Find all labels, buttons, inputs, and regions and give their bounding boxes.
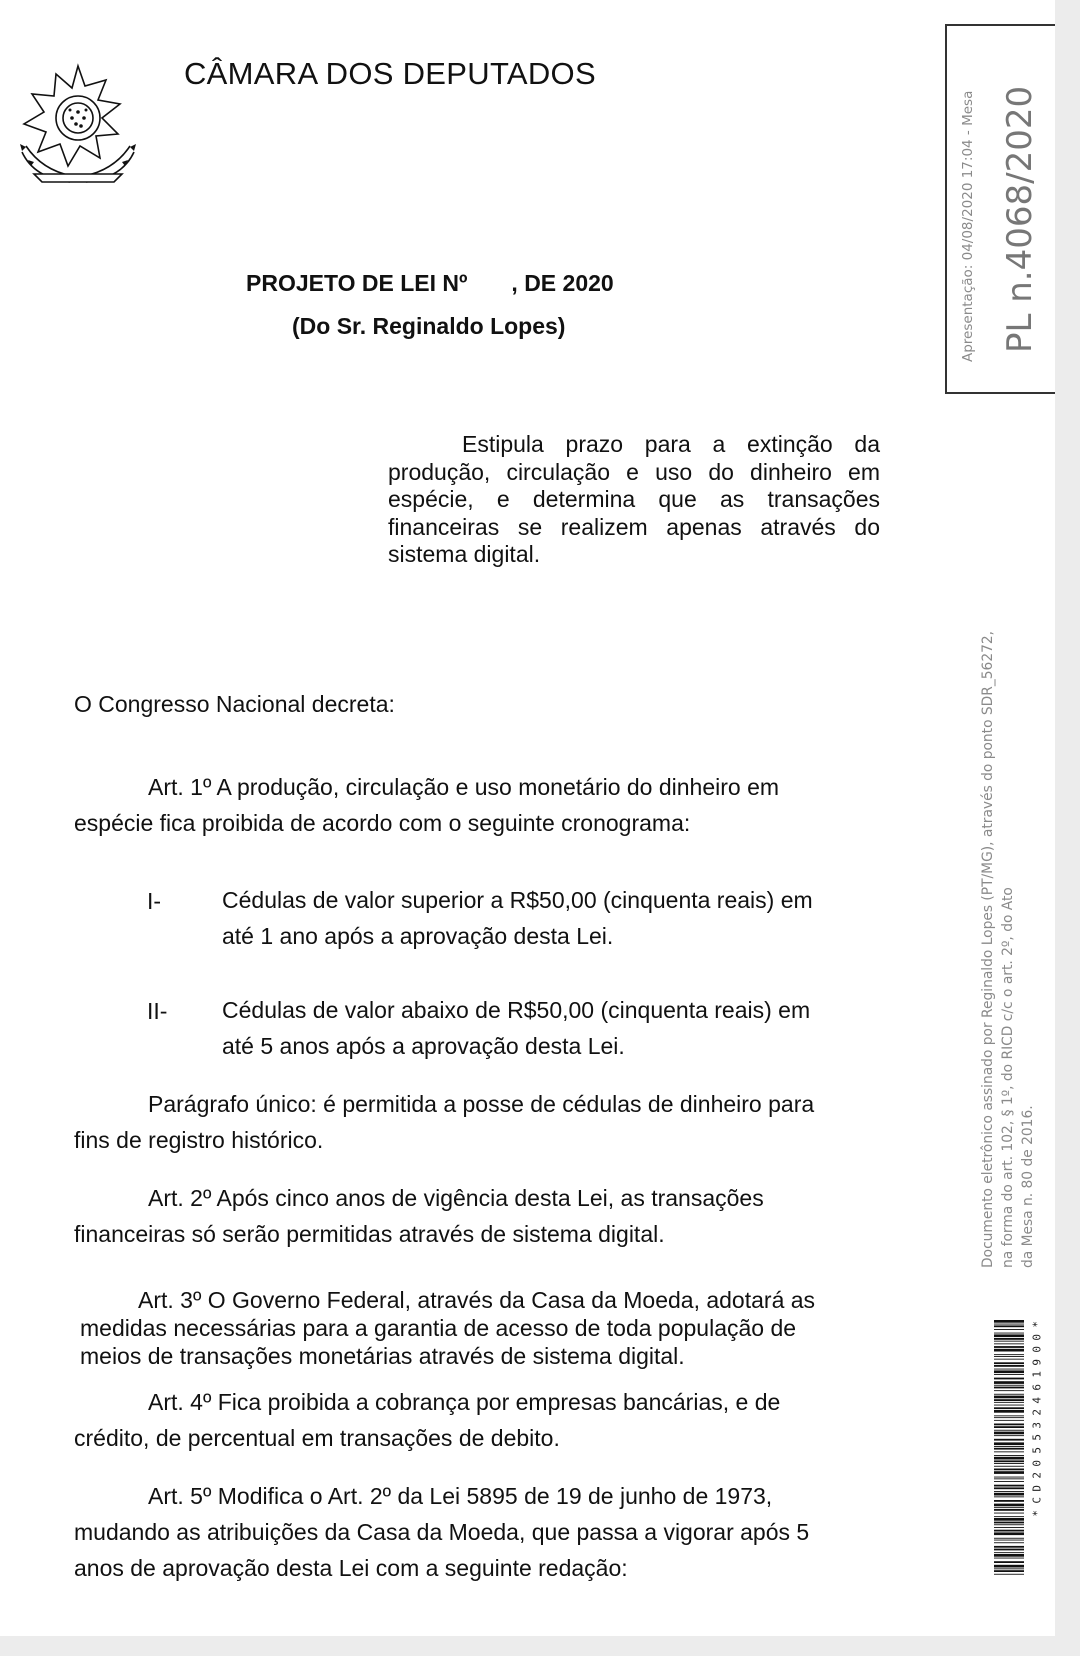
barcode-bar <box>994 1509 1024 1511</box>
barcode-digit: 6 <box>1030 1383 1044 1391</box>
article-2 <box>74 1180 894 1252</box>
article-1-line: Art. 1º A produção, circulação e uso monetário do dinheiro em <box>148 774 780 800</box>
presentation-date: Apresentação: 04/08/2020 17:04 - Mesa <box>960 90 976 362</box>
barcode-bar <box>994 1396 1024 1399</box>
barcode-bar <box>994 1320 1024 1323</box>
article-2-line: financeiras só serão permitidas através de sistema digital. <box>74 1221 665 1247</box>
item-2-line: Cédulas de valor abaixo de R$50,00 (cinquenta reais) em <box>222 997 811 1023</box>
article-5 <box>74 1478 894 1586</box>
article-1-line: espécie fica proibida de acordo com o seguinte cronograma: <box>74 810 691 836</box>
barcode-bar <box>994 1491 1024 1492</box>
barcode-bar <box>994 1381 1024 1384</box>
barcode-bar <box>994 1565 1024 1568</box>
barcode-bar <box>994 1354 1024 1355</box>
article-5-line: anos de aprovação desta Lei com a seguinte redação: <box>74 1555 628 1581</box>
page-edge-bottom <box>0 1636 1080 1656</box>
bill-title-prefix: PROJETO DE LEI Nº <box>246 270 468 296</box>
barcode-bar <box>994 1417 1024 1418</box>
article-3-line: medidas necessárias para a garantia de acesso de toda população de <box>80 1315 797 1341</box>
barcode-bar <box>994 1432 1024 1435</box>
barcode-bar <box>994 1500 1024 1502</box>
paragraph-unique-line: fins de registro histórico. <box>74 1127 324 1153</box>
bill-title-suffix: , DE 2020 <box>511 270 614 296</box>
barcode-bar <box>994 1471 1024 1474</box>
bill-title <box>246 270 614 297</box>
bill-summary <box>388 431 880 569</box>
barcode-bar <box>994 1359 1024 1360</box>
barcode-bar <box>994 1568 1024 1569</box>
summary-line: produção, circulação e uso do dinheiro em <box>388 458 880 485</box>
barcode-bar <box>994 1415 1024 1416</box>
barcode-bar <box>994 1518 1024 1521</box>
barcode-bar <box>994 1513 1024 1514</box>
barcode-bar <box>994 1346 1024 1348</box>
bill-number: PL n.4068/2020 <box>1000 85 1040 353</box>
barcode-bar <box>994 1469 1024 1471</box>
barcode-bar <box>994 1424 1024 1426</box>
barcode <box>994 1318 1024 1580</box>
barcode-bar <box>994 1349 1024 1352</box>
barcode-bar <box>994 1522 1024 1524</box>
barcode-bar <box>994 1481 1024 1482</box>
e-signature-line: da Mesa n. 80 de 2016. <box>1020 1105 1036 1268</box>
barcode-bar <box>994 1407 1024 1409</box>
barcode-digits <box>1032 1318 1044 1520</box>
barcode-bar <box>994 1487 1024 1489</box>
barcode-bar <box>994 1455 1024 1456</box>
barcode-bar <box>994 1574 1024 1575</box>
barcode-bar <box>994 1496 1024 1497</box>
item-1-line: Cédulas de valor superior a R$50,00 (cinquenta reais) em <box>222 887 813 913</box>
summary-line: financeiras se realizem apenas através do <box>388 513 880 540</box>
barcode-bar <box>994 1542 1024 1543</box>
item-2-line: até 5 anos após a aprovação desta Lei. <box>222 1033 625 1059</box>
barcode-bar <box>994 1385 1024 1386</box>
barcode-bar <box>994 1493 1024 1496</box>
barcode-digit: 0 <box>1030 1459 1044 1467</box>
barcode-digit: * <box>1030 1320 1044 1328</box>
barcode-digit: 0 <box>1030 1333 1044 1341</box>
item-1-line: até 1 ano após a aprovação desta Lei. <box>222 923 614 949</box>
item-2-number: II- <box>147 998 168 1024</box>
barcode-bar <box>994 1446 1024 1447</box>
article-4 <box>74 1384 894 1456</box>
summary-line: espécie, e determina que as transações <box>388 486 880 512</box>
barcode-digit: 5 <box>1030 1434 1044 1441</box>
barcode-bar <box>994 1485 1024 1487</box>
barcode-bar <box>994 1460 1024 1462</box>
item-1-text <box>222 882 922 954</box>
barcode-digit: * <box>1030 1509 1044 1517</box>
barcode-bar <box>994 1478 1024 1479</box>
barcode-digit: 0 <box>1030 1346 1044 1353</box>
house-title: CÂMARA DOS DEPUTADOS <box>184 56 596 91</box>
barcode-digit: 4 <box>1030 1396 1044 1404</box>
article-5-line: mudando as atribuições da Casa da Moeda, que passa a vigorar após 5 <box>74 1519 810 1545</box>
barcode-bar <box>994 1410 1024 1413</box>
barcode-bar <box>994 1325 1024 1327</box>
barcode-digit: 2 <box>1030 1409 1044 1416</box>
article-3-line: meios de transações monetárias através de sistema digital. <box>80 1343 685 1369</box>
barcode-bar <box>994 1362 1024 1364</box>
barcode-bar <box>994 1341 1024 1342</box>
barcode-bar <box>994 1570 1024 1572</box>
barcode-bar <box>994 1477 1024 1478</box>
article-3-line: Art. 3º O Governo Federal, através da Casa da Moeda, adotará as <box>138 1287 816 1313</box>
article-1 <box>74 769 894 841</box>
barcode-bar <box>994 1324 1024 1325</box>
paragraph-unique-line: Parágrafo único: é permitida a posse de cédulas de dinheiro para <box>148 1091 815 1117</box>
barcode-bar <box>994 1532 1024 1535</box>
barcode-digit: 2 <box>1030 1472 1044 1479</box>
barcode-bar <box>994 1405 1024 1406</box>
barcode-bar <box>994 1507 1024 1508</box>
barcode-bar <box>994 1546 1024 1548</box>
article-2-line: Art. 2º Após cinco anos de vigência desta Lei, as transações <box>148 1185 764 1211</box>
barcode-bar <box>994 1504 1024 1507</box>
barcode-bar <box>994 1527 1024 1528</box>
barcode-bar <box>994 1390 1024 1391</box>
barcode-bar <box>994 1402 1024 1403</box>
barcode-bar <box>994 1448 1024 1450</box>
barcode-bar <box>994 1558 1024 1559</box>
e-signature-line: Documento eletrônico assinado por Reginaldo Lopes (PT/MG), através do ponto SDR_56272, <box>980 630 996 1268</box>
barcode-bar <box>994 1524 1024 1525</box>
barcode-bar <box>994 1420 1024 1421</box>
barcode-bar <box>994 1333 1024 1334</box>
barcode-bar <box>994 1369 1024 1370</box>
barcode-bar <box>994 1451 1024 1452</box>
barcode-bar <box>994 1430 1024 1431</box>
item-1-number: I- <box>147 888 162 914</box>
barcode-bar <box>994 1343 1024 1344</box>
page-edge-right <box>1055 0 1080 1656</box>
article-5-line: Art. 5º Modifica o Art. 2º da Lei 5895 de 19 de junho de 1973, <box>148 1483 773 1509</box>
barcode-bar <box>994 1516 1024 1517</box>
barcode-bar <box>994 1334 1024 1337</box>
barcode-digit: 5 <box>1030 1446 1044 1454</box>
barcode-bar <box>994 1530 1024 1532</box>
barcode-bar <box>994 1466 1024 1467</box>
e-signature-line: na forma do art. 102, § 1º, do RICD c/c o art. 2º, do Ato <box>1000 887 1016 1268</box>
barcode-bar <box>994 1552 1024 1553</box>
barcode-digit: D <box>1030 1484 1044 1492</box>
enacting-clause: O Congresso Nacional decreta: <box>74 691 395 717</box>
barcode-bar <box>994 1394 1024 1395</box>
barcode-bar <box>994 1329 1024 1330</box>
summary-line: Estipula prazo para a extinção da <box>462 431 880 457</box>
bill-author: (Do Sr. Reginaldo Lopes) <box>292 313 566 339</box>
barcode-bar <box>994 1538 1024 1539</box>
barcode-bar <box>994 1439 1024 1441</box>
barcode-bar <box>994 1442 1024 1445</box>
summary-line: sistema digital. <box>388 541 541 567</box>
article-3 <box>80 1286 900 1370</box>
barcode-digit: 3 <box>1030 1421 1044 1429</box>
barcode-digit: C <box>1030 1497 1044 1504</box>
barcode-bar <box>994 1463 1024 1464</box>
barcode-bar <box>994 1435 1024 1436</box>
article-4-line: crédito, de percentual em transações de debito. <box>74 1425 560 1451</box>
barcode-bar <box>994 1554 1024 1557</box>
barcode-bar <box>994 1387 1024 1389</box>
barcode-bar <box>994 1370 1024 1373</box>
barcode-bar <box>994 1457 1024 1460</box>
barcode-bar <box>994 1374 1024 1375</box>
barcode-bar <box>994 1540 1024 1541</box>
barcode-bar <box>994 1426 1024 1428</box>
item-2-text <box>222 992 922 1064</box>
barcode-bar <box>994 1378 1024 1380</box>
barcode-bar <box>994 1365 1024 1367</box>
article-4-line: Art. 4º Fica proibida a cobrança por empresas bancárias, e de <box>148 1389 781 1415</box>
barcode-bar <box>994 1549 1024 1551</box>
barcode-bar <box>994 1561 1024 1563</box>
barcode-bar <box>994 1356 1024 1357</box>
barcode-digit: 1 <box>1030 1371 1044 1378</box>
barcode-bar <box>994 1338 1024 1340</box>
barcode-digit: 9 <box>1030 1358 1044 1366</box>
barcode-bar <box>994 1399 1024 1401</box>
paragraph-unique <box>74 1086 894 1158</box>
coat-of-arms-icon <box>14 60 142 188</box>
